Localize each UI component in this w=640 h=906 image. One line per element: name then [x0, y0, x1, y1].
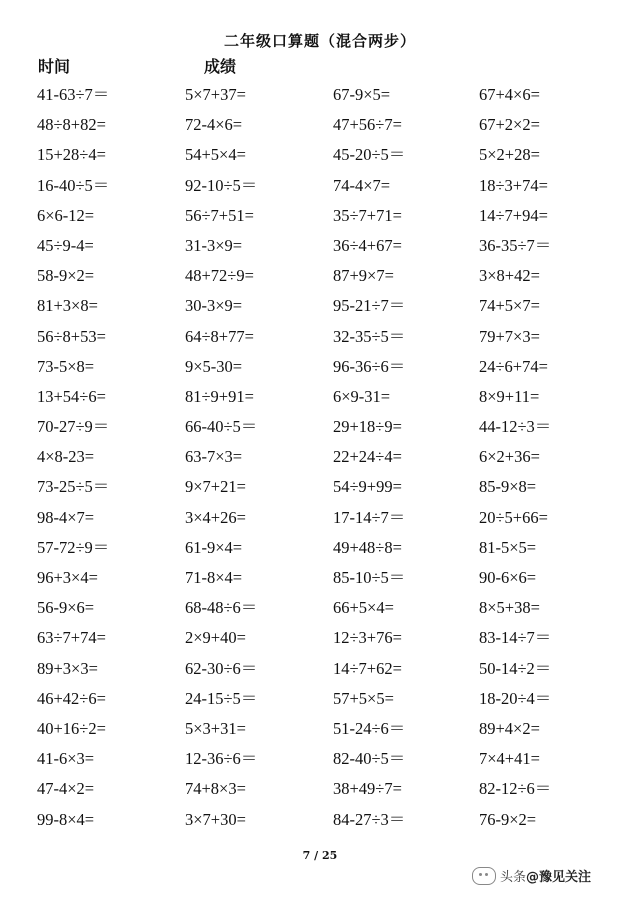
problem-cell: 72-4×6= — [185, 115, 243, 135]
problem-cell: 81÷9+91= — [185, 386, 254, 406]
problem-cell: 73-5×8= — [37, 356, 95, 376]
time-label: 时间 — [38, 57, 71, 76]
problem-cell: 76-9×2= — [479, 809, 537, 829]
problem-cell: 6×6-12= — [37, 205, 95, 225]
problem-cell: 5×2+28= — [479, 145, 540, 165]
problem-cell: 67+4×6= — [479, 85, 540, 104]
problem-cell: 92-10÷5＝ — [185, 175, 258, 195]
page-title: 二年级口算题（混合两步） — [223, 32, 416, 50]
problem-cell: 63-7×3= — [185, 447, 243, 467]
problem-cell: 22+24÷4= — [333, 447, 402, 467]
problem-cell: 61-9×4= — [185, 537, 243, 557]
watermark — [472, 866, 591, 885]
problem-cell: 45-20÷5＝ — [333, 145, 406, 165]
problem-cell: 57-72÷9＝ — [37, 537, 110, 557]
problem-cell: 9×7+21= — [185, 477, 246, 497]
problem-cell: 48+72÷9= — [185, 266, 254, 286]
problem-cell: 3×8+42= — [479, 266, 540, 286]
watermark-handle: @豫见关注 — [526, 870, 592, 885]
problem-cell: 79+7×3= — [479, 326, 540, 346]
problem-cell: 82-12÷6＝ — [479, 779, 552, 799]
problem-cell: 96-36÷6＝ — [333, 356, 406, 376]
problem-cell: 6×9-31= — [333, 386, 391, 406]
problem-cell: 4×8-23= — [37, 447, 95, 467]
watermark-platform: 头条 — [500, 870, 527, 885]
problem-cell: 15+28÷4= — [37, 145, 106, 165]
problem-cell: 99-8×4= — [37, 809, 95, 829]
problem-cell: 64÷8+77= — [185, 326, 254, 346]
problem-cell: 63÷7+74= — [37, 628, 106, 648]
problem-cell: 30-3×9= — [185, 296, 243, 316]
problem-cell: 3×7+30= — [185, 809, 246, 829]
problem-cell: 48÷8+82= — [37, 115, 106, 135]
score-label: 成绩 — [204, 57, 237, 76]
problem-cell: 56÷7+51= — [185, 205, 254, 225]
problem-cell: 81+3×8= — [37, 296, 98, 316]
problem-cell: 82-40÷5＝ — [333, 749, 406, 769]
problem-cell: 74-4×7= — [333, 175, 391, 195]
problem-grid — [37, 80, 627, 835]
problem-cell: 12÷3+76= — [333, 628, 402, 648]
problem-cell: 56÷8+53= — [37, 326, 106, 346]
problem-cell: 74+8×3= — [185, 779, 246, 799]
problem-cell: 89+4×2= — [479, 718, 540, 738]
problem-cell: 51-24÷6＝ — [333, 718, 406, 738]
problem-cell: 89+3×3= — [37, 658, 98, 678]
problem-cell: 44-12÷3＝ — [479, 417, 552, 437]
problem-cell: 56-9×6= — [37, 598, 95, 618]
problem-cell: 66+5×4= — [333, 598, 394, 618]
problem-cell: 73-25÷5＝ — [37, 477, 110, 497]
problem-cell: 3×4+26= — [185, 507, 246, 527]
problem-cell: 29+18÷9= — [333, 417, 402, 437]
problem-cell: 81-5×5= — [479, 537, 537, 557]
problem-cell: 84-27÷3＝ — [333, 809, 406, 829]
problem-cell: 95-21÷7＝ — [333, 296, 406, 316]
problem-cell: 2×9+40= — [185, 628, 246, 648]
problem-cell: 17-14÷7＝ — [333, 507, 406, 527]
problem-cell: 70-27÷9＝ — [37, 417, 110, 437]
problem-cell: 24-15÷5＝ — [185, 688, 258, 708]
problem-cell: 98-4×7= — [37, 507, 95, 527]
problem-cell: 18÷3+74= — [479, 175, 548, 195]
problem-cell: 85-9×8= — [479, 477, 537, 497]
problem-cell: 71-8×4= — [185, 568, 243, 587]
wechat-icon — [472, 867, 496, 885]
problem-cell: 5×3+31= — [185, 718, 246, 738]
problem-cell: 54+5×4= — [185, 145, 246, 165]
problem-cell: 31-3×9= — [185, 235, 243, 255]
problem-cell: 57+5×5= — [333, 688, 394, 708]
problem-cell: 87+9×7= — [333, 266, 394, 286]
problem-cell: 47+56÷7= — [333, 115, 402, 135]
problem-cell: 41-6×3= — [37, 749, 95, 769]
problem-cell: 49+48÷8= — [333, 537, 402, 557]
problem-cell: 40+16÷2= — [37, 718, 106, 738]
problem-cell: 12-36÷6＝ — [185, 749, 258, 769]
problem-cell: 20÷5+66= — [479, 507, 548, 527]
problem-cell: 8×5+38= — [479, 598, 540, 618]
problem-cell: 47-4×2= — [37, 779, 95, 799]
problem-cell: 96+3×4= — [37, 568, 98, 587]
problem-cell: 13+54÷6= — [37, 386, 106, 406]
watermark-text — [500, 866, 591, 885]
problem-cell: 14÷7+94= — [479, 205, 548, 225]
problem-cell: 66-40÷5＝ — [185, 417, 258, 437]
problem-cell: 85-10÷5＝ — [333, 568, 406, 587]
page-number: 7 / 25 — [302, 849, 338, 862]
problem-cell: 36÷4+67= — [333, 235, 402, 255]
problem-cell: 5×7+37= — [185, 85, 246, 104]
problem-cell: 32-35÷5＝ — [333, 326, 406, 346]
problem-cell: 50-14÷2＝ — [479, 658, 552, 678]
problem-cell: 7×4+41= — [479, 749, 540, 769]
problem-cell: 18-20÷4＝ — [479, 688, 552, 708]
problem-cell: 46+42÷6= — [37, 688, 106, 708]
problem-cell: 14÷7+62= — [333, 658, 402, 678]
problem-cell: 62-30÷6＝ — [185, 658, 258, 678]
problem-cell: 9×5-30= — [185, 356, 243, 376]
problem-cell: 45÷9-4= — [37, 235, 94, 255]
problem-cell: 67-9×5= — [333, 85, 391, 104]
problem-cell: 8×9+11= — [479, 386, 540, 406]
problem-cell: 90-6×6= — [479, 568, 537, 587]
problem-cell: 68-48÷6＝ — [185, 598, 258, 618]
problem-cell: 35÷7+71= — [333, 205, 402, 225]
problem-cell: 67+2×2= — [479, 115, 540, 135]
problem-cell: 24÷6+74= — [479, 356, 548, 376]
problem-cell: 41-63÷7＝ — [37, 85, 110, 104]
problem-cell: 54÷9+99= — [333, 477, 402, 497]
problem-cell: 16-40÷5＝ — [37, 175, 110, 195]
problem-cell: 83-14÷7＝ — [479, 628, 552, 648]
problem-cell: 38+49÷7= — [333, 779, 402, 799]
problem-cell: 6×2+36= — [479, 447, 540, 467]
problem-cell: 58-9×2= — [37, 266, 95, 286]
problem-cell: 74+5×7= — [479, 296, 540, 316]
problem-cell: 36-35÷7＝ — [479, 235, 552, 255]
